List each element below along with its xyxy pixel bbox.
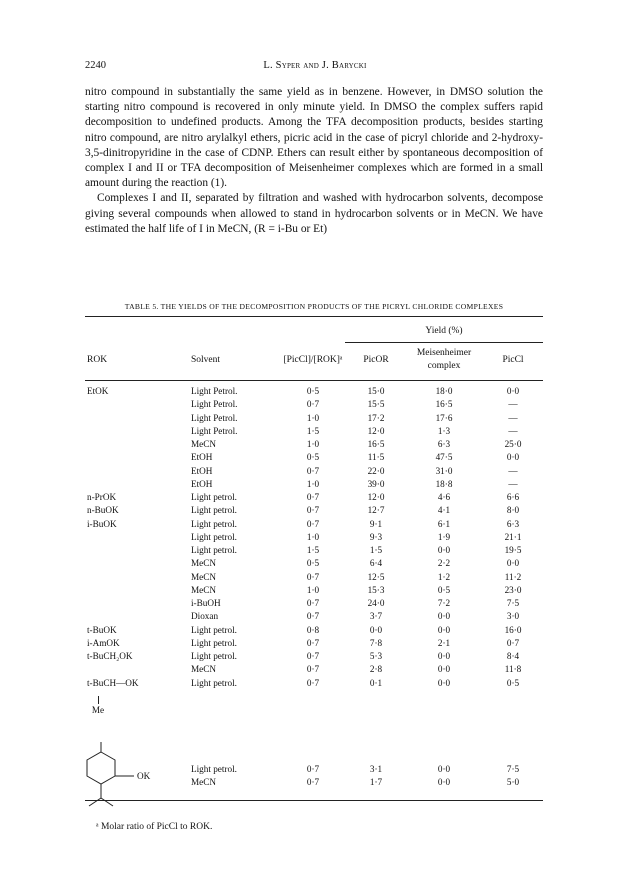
solvent-cell: MeCN [191, 584, 217, 595]
rok-cell: t-BuCH—OK [87, 677, 139, 688]
ratio-cell: 0·7 [306, 598, 320, 608]
rok-cell: t-BuOK [87, 624, 117, 635]
rok-methyl-branch [88, 696, 108, 715]
meisenheimer-cell: 18·0 [435, 386, 453, 396]
ratio-cell: 0·7 [306, 465, 320, 476]
picor-cell: 1·7 [369, 777, 383, 787]
ratio-cell: 0·7 [306, 492, 320, 502]
solvent-cell: Light petrol. [191, 505, 237, 516]
meisenheimer-cell: 0·0 [437, 651, 451, 661]
column-header-ratio: [PicCl]/[ROK]ᵃ [283, 355, 343, 365]
ratio-cell: 0·7 [306, 505, 320, 516]
solvent-cell: MeCN [191, 439, 217, 449]
ratio-cell: 1·0 [306, 531, 320, 542]
piccl-cell: — [508, 478, 518, 489]
solvent-cell: MeCN [191, 558, 217, 569]
solvent-cell: Light Petrol. [191, 399, 238, 410]
piccl-cell: — [508, 399, 518, 410]
column-header-piccl: PicCl [502, 355, 524, 365]
table-footnote: ᵃ Molar ratio of PicCl to ROK. [96, 822, 213, 832]
ratio-cell: 0·7 [306, 764, 320, 774]
meisenheimer-cell: 0·0 [437, 777, 451, 787]
piccl-cell: 3·0 [506, 611, 520, 622]
meisenheimer-cell: 1·9 [437, 531, 451, 542]
ratio-cell: 0·5 [306, 452, 320, 463]
piccl-cell: 8·0 [506, 505, 520, 516]
solvent-cell: Light petrol. [191, 637, 237, 648]
solvent-cell: EtOH [191, 452, 213, 463]
piccl-cell: 5·0 [506, 777, 520, 787]
ratio-cell: 0·5 [306, 558, 320, 569]
ratio-cell: 1·0 [306, 478, 320, 489]
meisenheimer-cell: 18·8 [435, 478, 453, 489]
meisenheimer-cell: 16·5 [435, 399, 453, 410]
piccl-cell: — [508, 412, 518, 423]
picor-cell: 16·5 [367, 439, 385, 449]
solvent-cell: Light Petrol. [191, 412, 238, 423]
piccl-cell: 11·8 [504, 664, 522, 675]
solvent-cell: Dioxan [191, 611, 219, 622]
meisenheimer-cell: 7·2 [437, 598, 451, 608]
rok-cell: n-PrOK [87, 492, 117, 502]
solvent-cell: Light petrol. [191, 764, 237, 774]
piccl-cell: 8·4 [506, 651, 520, 661]
picor-cell: 5·3 [369, 651, 383, 661]
piccl-cell: 7·5 [506, 764, 520, 774]
table-caption: TABLE 5. THE YIELDS OF THE DECOMPOSITION PRODUCTS OF THE PICRYL CHLORIDE COMPLEXES [124, 302, 504, 311]
picor-cell: 7·8 [369, 637, 383, 648]
solvent-cell: Light petrol. [191, 651, 237, 661]
piccl-cell: 21·1 [504, 531, 522, 542]
meisenheimer-cell: 6·1 [437, 518, 451, 529]
piccl-cell: — [508, 465, 518, 476]
piccl-cell: 7·5 [506, 598, 520, 608]
meisenheimer-cell: 4·1 [437, 505, 451, 516]
table-top-rule [85, 316, 543, 317]
meisenheimer-cell: 17·6 [435, 412, 453, 423]
ratio-cell: 0·7 [306, 518, 320, 529]
picor-cell: 24·0 [367, 598, 385, 608]
picor-cell: 11·5 [367, 452, 385, 463]
meisenheimer-cell: 0·0 [437, 624, 451, 635]
solvent-cell: MeCN [191, 777, 217, 787]
ratio-cell: 0·7 [306, 399, 320, 410]
piccl-cell: 0·5 [506, 677, 520, 688]
paragraph: nitro compound in substantially the same yield as in benzene. However, in DMSO solution the starting nitro compound is recovered in only minute yield. In DMSO the complex suffers rapid decomposition to undefined products. Among the TFA decomposition products, besides starting nitro compound, are nitro arylalkyl ethers, picric acid in the case of picryl chloride and 2-hydroxy-3,5-dinitropyridine in the case of CDNP. Ethers can result either by spontaneous decomposition of complex I and II or TFA decomposition of Meisenheimer complexes which are formed in a small amount during the reaction (1). [85, 86, 543, 190]
meisenheimer-cell: 0·0 [437, 677, 451, 688]
solvent-cell: i-BuOH [191, 598, 221, 608]
meisenheimer-cell: 0·0 [437, 611, 451, 622]
picor-cell: 9·3 [369, 531, 383, 542]
ratio-cell: 1·0 [306, 412, 320, 423]
ratio-cell: 0·7 [306, 611, 320, 622]
column-header-rok: ROK [87, 355, 108, 365]
rok-cell: i-BuOK [87, 518, 117, 529]
picor-cell: 15·5 [367, 399, 385, 410]
meisenheimer-cell: 6·3 [437, 439, 451, 449]
ratio-cell: 1·5 [306, 425, 320, 436]
ratio-cell: 1·5 [306, 545, 320, 555]
picor-cell: 0·0 [369, 624, 383, 635]
meisenheimer-cell: 1·3 [437, 425, 451, 436]
picor-cell: 2·8 [369, 664, 383, 675]
page-number: 2240 [85, 60, 106, 71]
piccl-cell: 0·7 [506, 637, 520, 648]
yield-group-header: Yield (%) [425, 326, 463, 336]
piccl-cell: 19·5 [504, 545, 522, 555]
rok-methyl-label: Me [91, 705, 105, 715]
meisenheimer-cell: 47·5 [435, 452, 453, 463]
ratio-cell: 0·8 [306, 624, 320, 635]
picor-cell: 15·3 [367, 584, 385, 595]
rok-cell: n-BuOK [87, 505, 119, 516]
solvent-cell: EtOH [191, 478, 213, 489]
piccl-cell: 6·3 [506, 518, 520, 529]
picor-cell: 9·1 [369, 518, 383, 529]
solvent-cell: Light petrol. [191, 492, 237, 502]
piccl-cell: 25·0 [504, 439, 522, 449]
paragraph: Complexes I and II, separated by filtration and washed with hydrocarbon solvents, decompose giving several compounds when allowed to stand in hydrocarbon solvents or in MeCN. We have estimated the half life of I in MeCN, (R = i-Bu or Et) [85, 192, 543, 235]
solvent-cell: Light Petrol. [191, 386, 238, 396]
rok-cell: EtOK [87, 386, 109, 396]
solvent-cell: Light petrol. [191, 518, 237, 529]
column-header-picor: PicOR [363, 355, 389, 365]
ratio-cell: 0·7 [306, 571, 320, 582]
piccl-cell: 0·0 [506, 386, 520, 396]
ratio-cell: 0·5 [306, 386, 320, 396]
solvent-cell: MeCN [191, 571, 217, 582]
picor-cell: 12·7 [367, 505, 385, 516]
piccl-cell: 0·0 [506, 558, 520, 569]
solvent-cell: Light petrol. [191, 545, 237, 555]
ratio-cell: 0·7 [306, 637, 320, 648]
body-text [85, 85, 543, 237]
meisenheimer-cell: 4·6 [437, 492, 451, 502]
solvent-cell: EtOH [191, 465, 213, 476]
solvent-cell: Light petrol. [191, 677, 237, 688]
picor-cell: 3·7 [369, 611, 383, 622]
ratio-cell: 1·0 [306, 439, 320, 449]
ratio-cell: 0·7 [306, 677, 320, 688]
piccl-cell: 16·0 [504, 624, 522, 635]
picor-cell: 22·0 [367, 465, 385, 476]
meisenheimer-cell: 0·0 [437, 664, 451, 675]
header-bottom-rule [85, 380, 543, 381]
meisenheimer-cell: 0·5 [437, 584, 451, 595]
structure-ok-label: OK [137, 771, 151, 781]
picor-cell: 0·1 [369, 677, 383, 688]
running-head: L. Syper and J. Barycki [263, 60, 367, 71]
meisenheimer-cell: 31·0 [435, 465, 453, 476]
picor-cell: 12·0 [367, 492, 385, 502]
picor-cell: 6·4 [369, 558, 383, 569]
piccl-cell: 0·0 [506, 452, 520, 463]
piccl-cell: 11·2 [504, 571, 522, 582]
meisenheimer-cell: 2·1 [437, 637, 451, 648]
ratio-cell: 0·7 [306, 777, 320, 787]
column-header-meisenheimer-2: complex [427, 361, 461, 371]
solvent-cell: Light Petrol. [191, 425, 238, 436]
yield-group-rule [345, 342, 543, 343]
rok-cell: i-AmOK [87, 637, 120, 648]
piccl-cell: 23·0 [504, 584, 522, 595]
solvent-cell: MeCN [191, 664, 217, 675]
piccl-cell: — [508, 425, 518, 436]
picor-cell: 39·0 [367, 478, 385, 489]
page-header [85, 60, 545, 76]
solvent-cell: Light petrol. [191, 624, 237, 635]
piccl-cell: 6·6 [506, 492, 520, 502]
meisenheimer-cell: 1·2 [437, 571, 451, 582]
meisenheimer-cell: 0·0 [437, 545, 451, 555]
picor-cell: 3·1 [369, 764, 383, 774]
column-header-solvent: Solvent [191, 355, 221, 365]
picor-cell: 12·5 [367, 571, 385, 582]
rok-cell: t-BuCH₂OK [87, 651, 133, 661]
picor-cell: 17·2 [367, 412, 385, 423]
meisenheimer-cell: 2·2 [437, 558, 451, 569]
picor-cell: 12·0 [367, 425, 385, 436]
picor-cell: 1·5 [369, 545, 383, 555]
meisenheimer-cell: 0·0 [437, 764, 451, 774]
ratio-cell: 0·7 [306, 651, 320, 661]
ratio-cell: 1·0 [306, 584, 320, 595]
column-header-meisenheimer-1: Meisenheimer [416, 348, 472, 358]
ratio-cell: 0·7 [306, 664, 320, 675]
solvent-cell: Light petrol. [191, 531, 237, 542]
picor-cell: 15·0 [367, 386, 385, 396]
